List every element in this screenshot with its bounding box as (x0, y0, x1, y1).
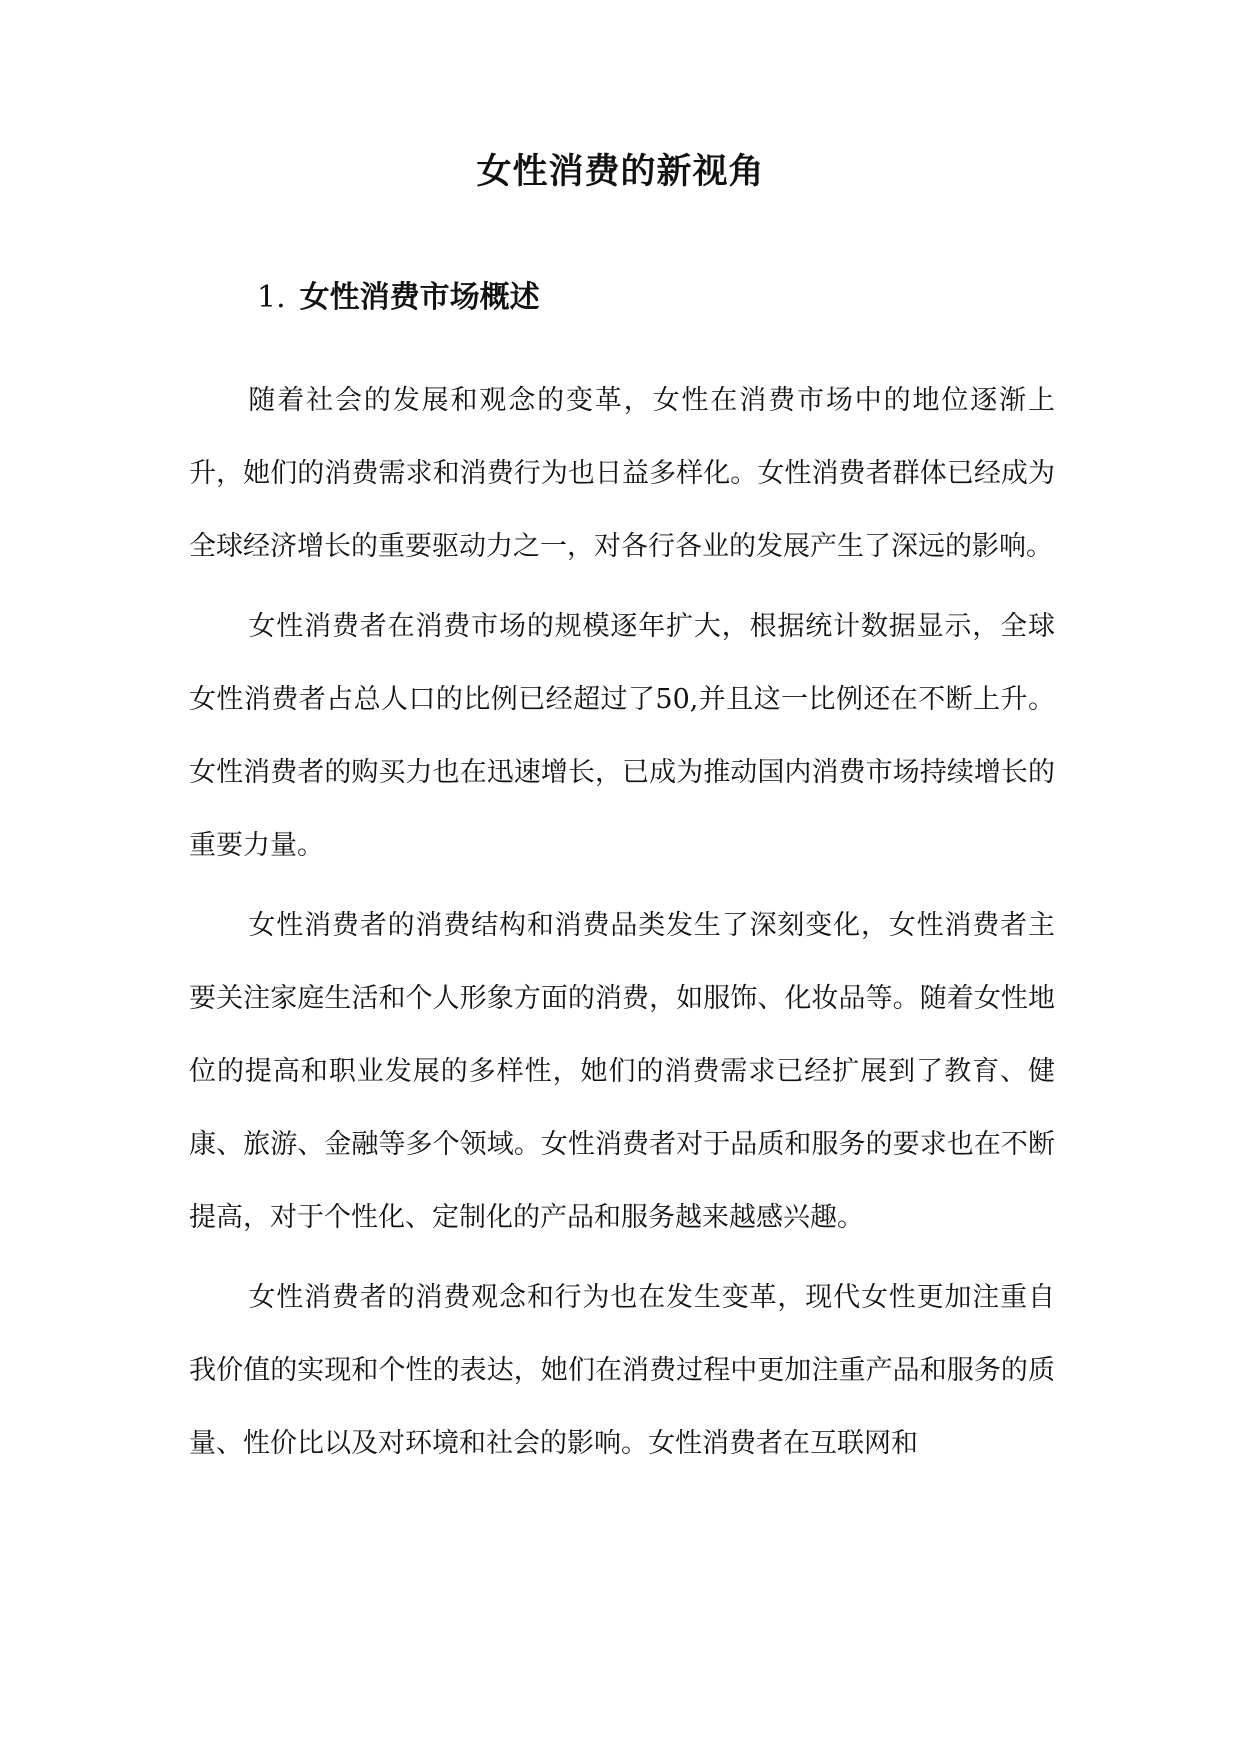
paragraph-2: 女性消费者在消费市场的规模逐年扩大，根据统计数据显示，全球女性消费者占总人口的比例已经超过了50,并且这一比例还在不断上升。女性消费者的购买力也在迅速增长，已成为推动国内消费市场持续增长的重要力量。 (189, 611, 1055, 861)
section-heading (257, 278, 540, 318)
paragraph-4: 女性消费者的消费观念和行为也在发生变革，现代女性更加注重自我价值的实现和个性的表达，她们在消费过程中更加注重产品和服务的质量、性价比以及对环境和社会的影响。女性消费者在互联网和 (189, 1282, 1055, 1459)
paragraph-1: 随着社会的发展和观念的变革，女性在消费市场中的地位逐渐上升，她们的消费需求和消费行为也日益多样化。女性消费者群体已经成为全球经济增长的重要驱动力之一，对各行各业的发展产生了深远的影响。 (189, 385, 1055, 562)
section-number: 1. (257, 280, 286, 315)
body-text (189, 364, 1055, 1487)
paragraph-3: 女性消费者的消费结构和消费品类发生了深刻变化，女性消费者主要关注家庭生活和个人形象方面的消费，如服饰、化妆品等。随着女性地位的提高和职业发展的多样性，她们的消费需求已经扩展到了教育、健康、旅游、金融等多个领域。女性消费者对于品质和服务的要求也在不断提高，对于个性化、定制化的产品和服务越来越感兴趣。 (189, 910, 1055, 1233)
section-heading-text: 女性消费市场概述 (299, 280, 540, 315)
document-title: 女性消费的新视角 (476, 152, 765, 192)
